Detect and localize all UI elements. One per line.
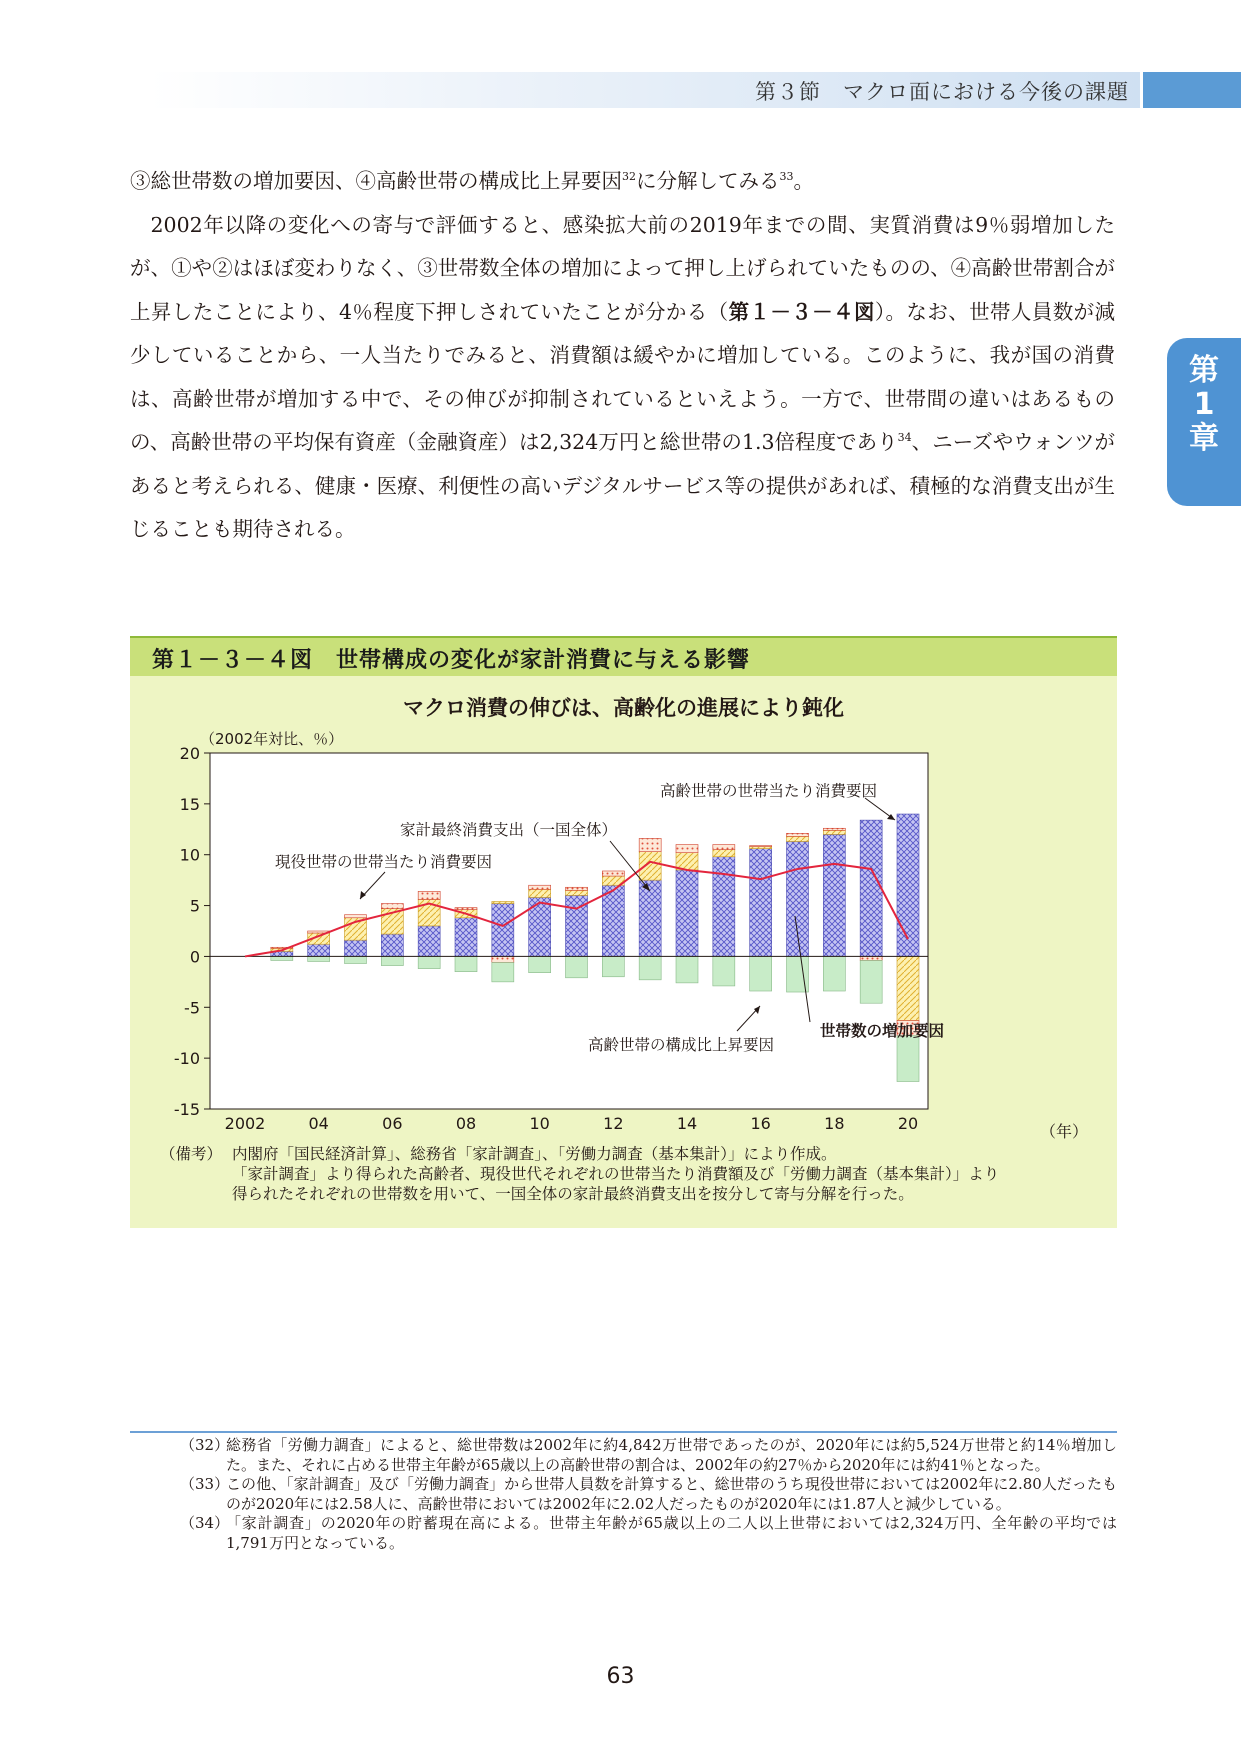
label-elderly-per-household: 高齢世帯の世帯当たり消費要因 <box>660 782 878 800</box>
bar-segment-elderly-share <box>566 956 588 977</box>
note-line-3: 得られたそれぞれの世帯数を用いて、一国全体の家計最終消費支出を按分して寄与分解を行った。 <box>232 1185 914 1203</box>
bar-segment-working <box>566 890 588 895</box>
y-tick-label: 5 <box>189 896 200 916</box>
paragraph-2 <box>130 204 1115 552</box>
bar-segment-household-count <box>787 841 809 956</box>
x-tick-label: 20 <box>897 1114 919 1133</box>
bar-segment-elderly-share <box>455 956 477 971</box>
x-tick-label: 12 <box>603 1114 624 1133</box>
footnote-ref-33[interactable]: 33 <box>779 170 794 184</box>
bar-segment-working <box>823 830 845 834</box>
bar-segment-elderly-share <box>529 956 551 972</box>
bar-segment-elderly-share <box>345 956 367 963</box>
bar-segment-household-count <box>492 904 514 957</box>
x-tick-label: 08 <box>455 1114 477 1133</box>
bar-segment-elderly-share <box>308 956 330 961</box>
bar-segment-working <box>529 889 551 897</box>
note-line-2: 「家計調査」より得られた高齢者、現役世代それぞれの世帯当たり消費額及び「労働力調査（基本集計）」より <box>232 1165 1000 1183</box>
bar-segment-household-count <box>897 814 919 956</box>
bar-segment-elderly <box>566 887 588 890</box>
bar-segment-elderly <box>455 908 477 910</box>
bar-segment-elderly <box>750 846 772 847</box>
x-tick-label: 16 <box>750 1114 771 1133</box>
footnote-33 <box>180 1475 1117 1514</box>
bar-segment-household-count <box>713 857 735 957</box>
bar-segment-household-count <box>308 944 330 956</box>
header-tab <box>1143 72 1241 108</box>
p2-text-b: ）。なお、世帯人員数が減少していることから、一人当たりでみると、消費額は緩やかに増加している。このように、我が国の消費は、高齢世帯が増加する中で、その伸びが抑制されているといえよう。一方で、世帯間の違いはあるものの、高齢世帯の平均保有資産（金融資産）は2,324万円と総世帯の1.3倍程度であり <box>130 299 1116 454</box>
body-text <box>130 160 1115 552</box>
x-tick-label: 04 <box>308 1114 329 1133</box>
bar-segment-elderly-share <box>418 956 440 968</box>
bar-segment-household-count <box>381 934 403 956</box>
footnote-32 <box>180 1436 1117 1475</box>
chapter-tab-line3: 章 <box>1189 421 1219 456</box>
bar-segment-elderly <box>787 833 809 836</box>
bar-segment-elderly-share <box>492 963 514 982</box>
y-tick-label: -15 <box>173 1100 200 1119</box>
bar-segment-household-count <box>455 918 477 957</box>
bar-segment-household-count <box>750 849 772 957</box>
label-elderly-share: 高齢世帯の構成比上昇要因 <box>588 1036 775 1054</box>
footnote-number: （33） <box>180 1475 230 1493</box>
note-line-1: 内閣府「国民経済計算」、総務省「家計調査」、「労働力調査（基本集計）」により作成。 <box>232 1145 837 1163</box>
label-household-count: 世帯数の増加要因 <box>820 1022 945 1040</box>
footnote-divider <box>130 1431 1117 1433</box>
x-axis-unit: （年） <box>1040 1122 1089 1141</box>
label-total-consumption: 家計最終消費支出（一国全体） <box>400 821 618 839</box>
bar-segment-working <box>492 902 514 904</box>
bar-segment-elderly <box>602 871 624 876</box>
bar-segment-household-count <box>345 940 367 956</box>
bar-segment-working <box>750 847 772 849</box>
bar-segment-elderly-share <box>602 956 624 976</box>
bar-segment-elderly-share <box>860 960 882 1003</box>
bar-segment-elderly <box>381 904 403 909</box>
page-number: 63 <box>606 1664 635 1689</box>
y-axis-unit: （2002年対比、％） <box>200 730 344 748</box>
p2-text-a: 2002年以降の変化への寄与で評価すると、感染拡大前の2019年までの間、実質消費は9％弱増加したが、①や②はほぼ変わりなく、③世帯数全体の増加によって押し上げられていたものの、④高齢世帯割合が上昇したことにより、4％程度下押しされていたことが分かる（ <box>130 212 1115 324</box>
y-tick-label: 10 <box>179 845 200 865</box>
bar-segment-elderly-share <box>823 956 845 991</box>
bar-segment-elderly <box>860 956 882 960</box>
p1-text-a: ③総世帯数の増加要因、④高齢世帯の構成比上昇要因 <box>130 169 622 193</box>
p2-text-c: 、ニーズやウォンツがあると考えられる、健康・医療、利便性の高いデジタルサービス等の提供があれば、積極的な消費支出が生じることも期待される。 <box>130 430 1116 541</box>
notes-label: （備考） <box>160 1145 223 1163</box>
footnote-ref-34[interactable]: 34 <box>897 431 912 445</box>
section-header: 第３節 マクロ面における今後の課題 <box>755 80 1129 104</box>
bar-segment-elderly <box>345 915 367 918</box>
bar-segment-household-count <box>676 870 698 956</box>
bar-segment-elderly-share <box>897 1036 919 1082</box>
bar-segment-elderly <box>529 885 551 889</box>
bar-segment-working <box>787 836 809 841</box>
figure-reference[interactable]: 第１－３－４図 <box>728 299 875 324</box>
footnote-text: 総務省「労働力調査」によると、総世帯数は2002年に約4,842万世帯であったのが、2020年には約5,524万世帯と約14％増加した。また、それに占める世帯主年齢が65歳以上の高齢世帯の割合は、2002年の約27％から2020年には約41％となった。 <box>226 1436 1117 1474</box>
bar-segment-elderly <box>823 828 845 830</box>
bar-segment-elderly-share <box>750 956 772 991</box>
figure-subtitle: マクロ消費の伸びは、高齢化の進展により鈍化 <box>403 696 844 720</box>
chapter-tab-line1: 第 <box>1189 353 1219 388</box>
bar-segment-elderly-share <box>676 956 698 982</box>
figure-notes <box>160 1144 1100 1204</box>
bar-segment-household-count <box>602 885 624 956</box>
bar-segment-elderly <box>713 845 735 850</box>
figure-box <box>130 636 1117 1228</box>
bar-segment-working <box>713 850 735 857</box>
footnotes <box>180 1436 1117 1553</box>
bar-segment-elderly-share <box>639 956 661 979</box>
p1-text-b: に分解してみる <box>636 169 780 193</box>
bar-segment-household-count <box>639 880 661 956</box>
paragraph-1 <box>130 160 1115 204</box>
bar-segment-elderly-share <box>271 956 293 960</box>
footnote-number: （34） <box>180 1514 230 1532</box>
label-working-per-household: 現役世帯の世帯当たり消費要因 <box>275 853 493 871</box>
chapter-tab-line2: 1 <box>1193 387 1215 422</box>
bar-segment-elderly-share <box>713 956 735 985</box>
stacked-bar-chart <box>130 636 1117 1141</box>
x-tick-label: 2002 <box>224 1114 266 1133</box>
x-tick-label: 14 <box>676 1114 698 1133</box>
chapter-tab <box>1167 338 1241 506</box>
y-tick-label: 20 <box>179 744 200 763</box>
bar-segment-elderly <box>639 838 661 851</box>
bar-segment-elderly-share <box>381 956 403 965</box>
bar-segment-household-count <box>418 926 440 957</box>
footnote-34 <box>180 1514 1117 1553</box>
x-tick-label: 18 <box>824 1114 845 1133</box>
bar-segment-elderly <box>492 956 514 962</box>
y-tick-label: -5 <box>184 998 200 1018</box>
footnote-text: この他、「家計調査」及び「労働力調査」から世帯人員数を計算すると、総世帯のうち現役世帯においては2002年に2.80人だったものが2020年には2.58人に、高齢世帯においては2002年に2.02人だったものが2020年には1.87人と減少している。 <box>226 1475 1117 1513</box>
bar-segment-household-count <box>823 834 845 956</box>
figure-title: 第１－３－４図 世帯構成の変化が家計消費に与える影響 <box>152 648 751 673</box>
bar-segment-working <box>639 852 661 880</box>
footnote-ref-32[interactable]: 32 <box>622 170 636 184</box>
y-tick-label: 15 <box>179 794 200 814</box>
x-tick-label: 06 <box>382 1114 403 1133</box>
bar-segment-elderly <box>676 845 698 853</box>
bar-segment-household-count <box>860 820 882 956</box>
y-tick-label: -10 <box>173 1049 200 1069</box>
footnote-number: （32） <box>180 1436 230 1454</box>
bar-segment-working <box>897 956 919 1020</box>
bar-segment-elderly <box>418 891 440 899</box>
footnote-text: 「家計調査」の2020年の貯蓄現在高による。世帯主年齢が65歳以上の二人以上世帯においては2,324万円、全年齢の平均では1,791万円となっている。 <box>226 1514 1117 1552</box>
p1-text-c: 。 <box>793 169 814 193</box>
y-tick-label: 0 <box>189 947 200 967</box>
x-tick-label: 10 <box>529 1114 550 1133</box>
